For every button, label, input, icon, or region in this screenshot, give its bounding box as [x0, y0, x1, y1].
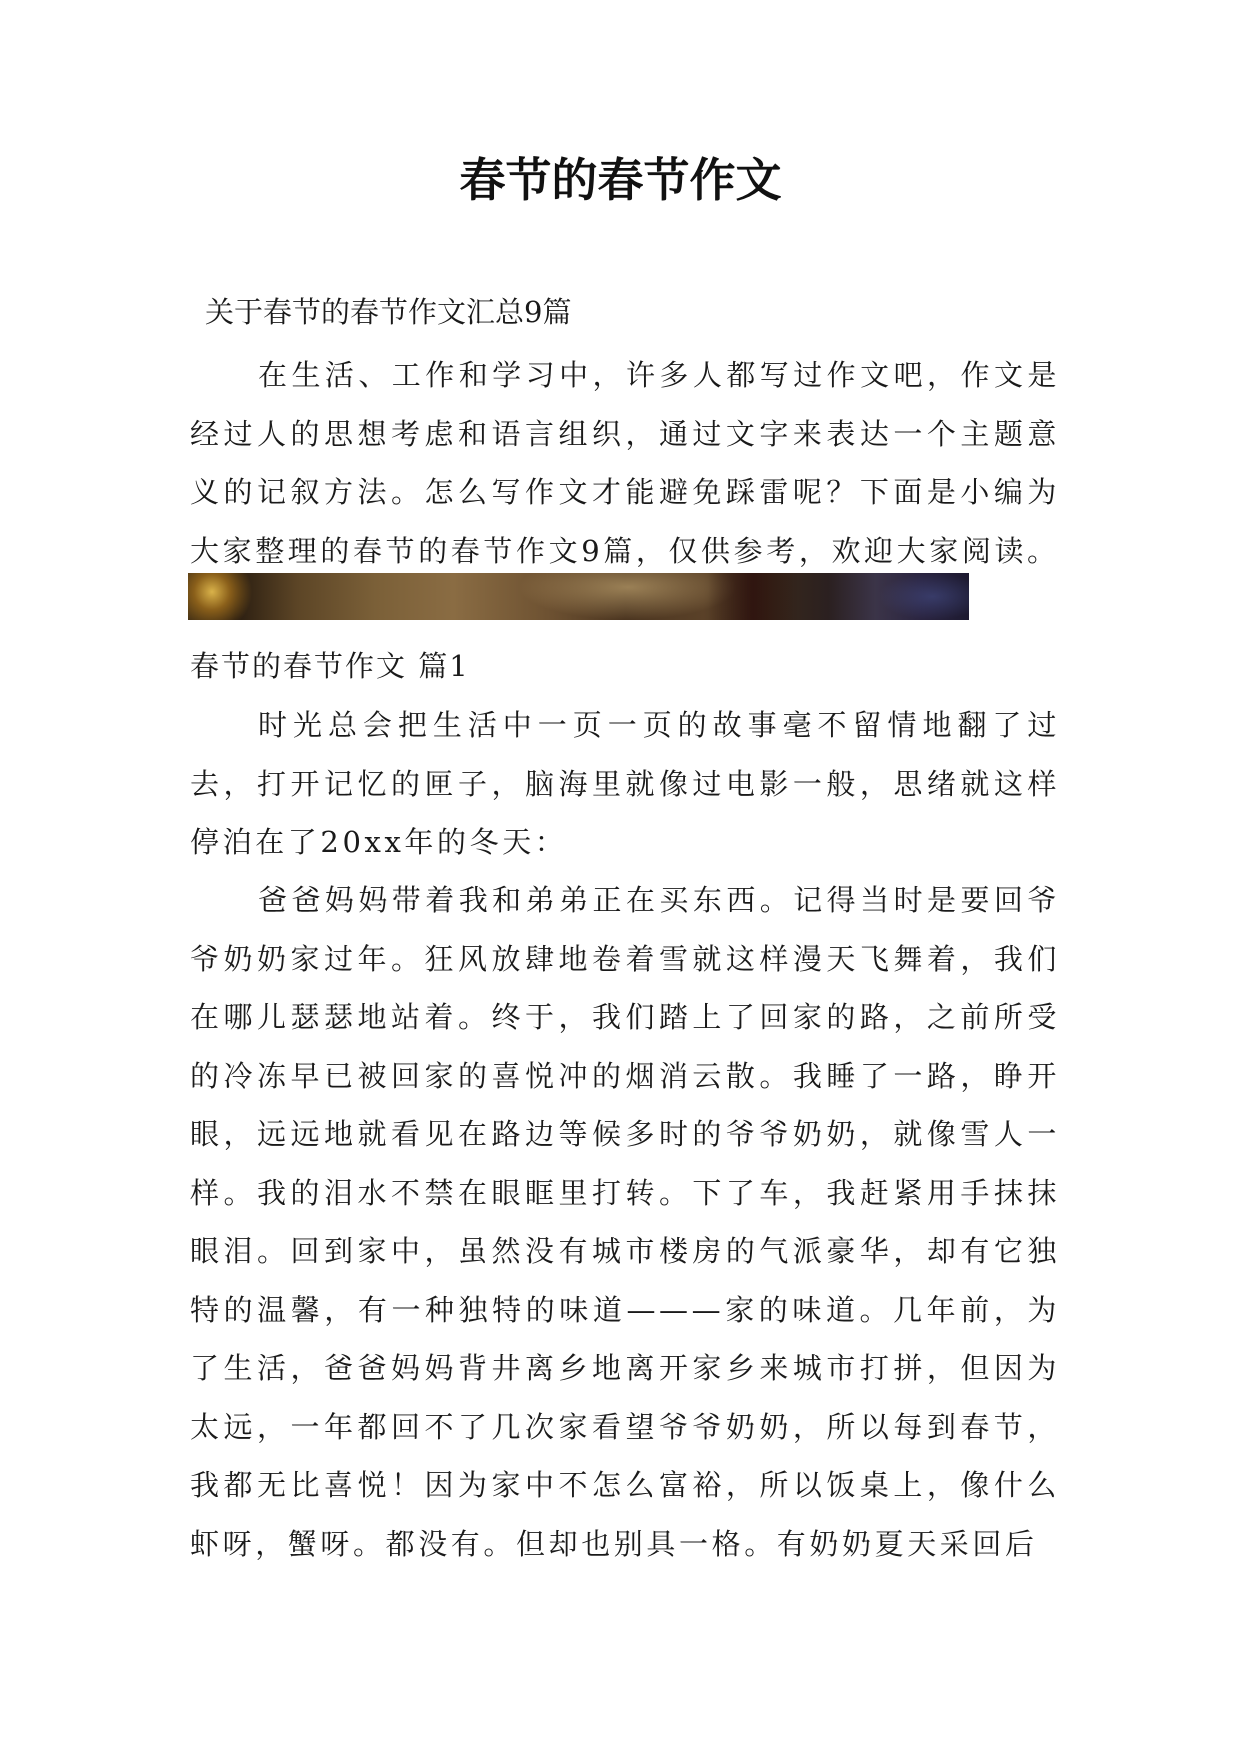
image-highlight-decoration [518, 573, 738, 620]
document-subtitle: 关于春节的春节作文汇总9篇 [205, 295, 572, 329]
body-paragraph-2: 爸爸妈妈带着我和弟弟正在买东西。记得当时是要回爷爷奶奶家过年。狂风放肆地卷着雪就这样漫天飞舞着，我们在哪儿瑟瑟地站着。终于，我们踏上了回家的路，之前所受的冷冻早已被回家的喜悦冲的烟消云散。我睡了一路，睁开眼，远远地就看见在路边等候多时的爷爷奶奶，就像雪人一样。我的泪水不禁在眼眶里打转。下了车，我赶紧用手抹抹眼泪。回到家中，虽然没有城市楼房的气派豪华，却有它独特的温馨，有一种独特的味道———家的味道。几年前，为了生活，爸爸妈妈背井离乡地离开家乡来城市打拼，但因为太远，一年都回不了几次家看望爷爷奶奶，所以每到春节，我都无比喜悦！因为家中不怎么富裕，所以饭桌上，像什么虾呀，蟹呀。都没有。但却也别具一格。有奶奶夏天采回后 [190, 883, 1060, 1561]
image-blue-tone-decoration [878, 573, 969, 620]
document-title: 春节的春节作文 [459, 153, 782, 207]
body-paragraph-1: 时光总会把生活中一页一页的故事毫不留情地翻了过去，打开记忆的匣子，脑海里就像过电影一般，思绪就这样停泊在了20xx年的冬天： [190, 708, 1060, 859]
section-heading: 春节的春节作文 篇1 [190, 649, 470, 683]
image-shadow-decoration [708, 573, 798, 620]
intro-paragraph: 在生活、工作和学习中，许多人都写过作文吧，作文是经过人的思想考虑和语言组织，通过文字来表达一个主题意义的记叙方法。怎么写作文才能避免踩雷呢？下面是小编为大家整理的春节的春节作文9篇，仅供参考，欢迎大家阅读。 [190, 358, 1060, 568]
lantern-light-decoration [188, 573, 268, 620]
banner-image [188, 573, 969, 620]
